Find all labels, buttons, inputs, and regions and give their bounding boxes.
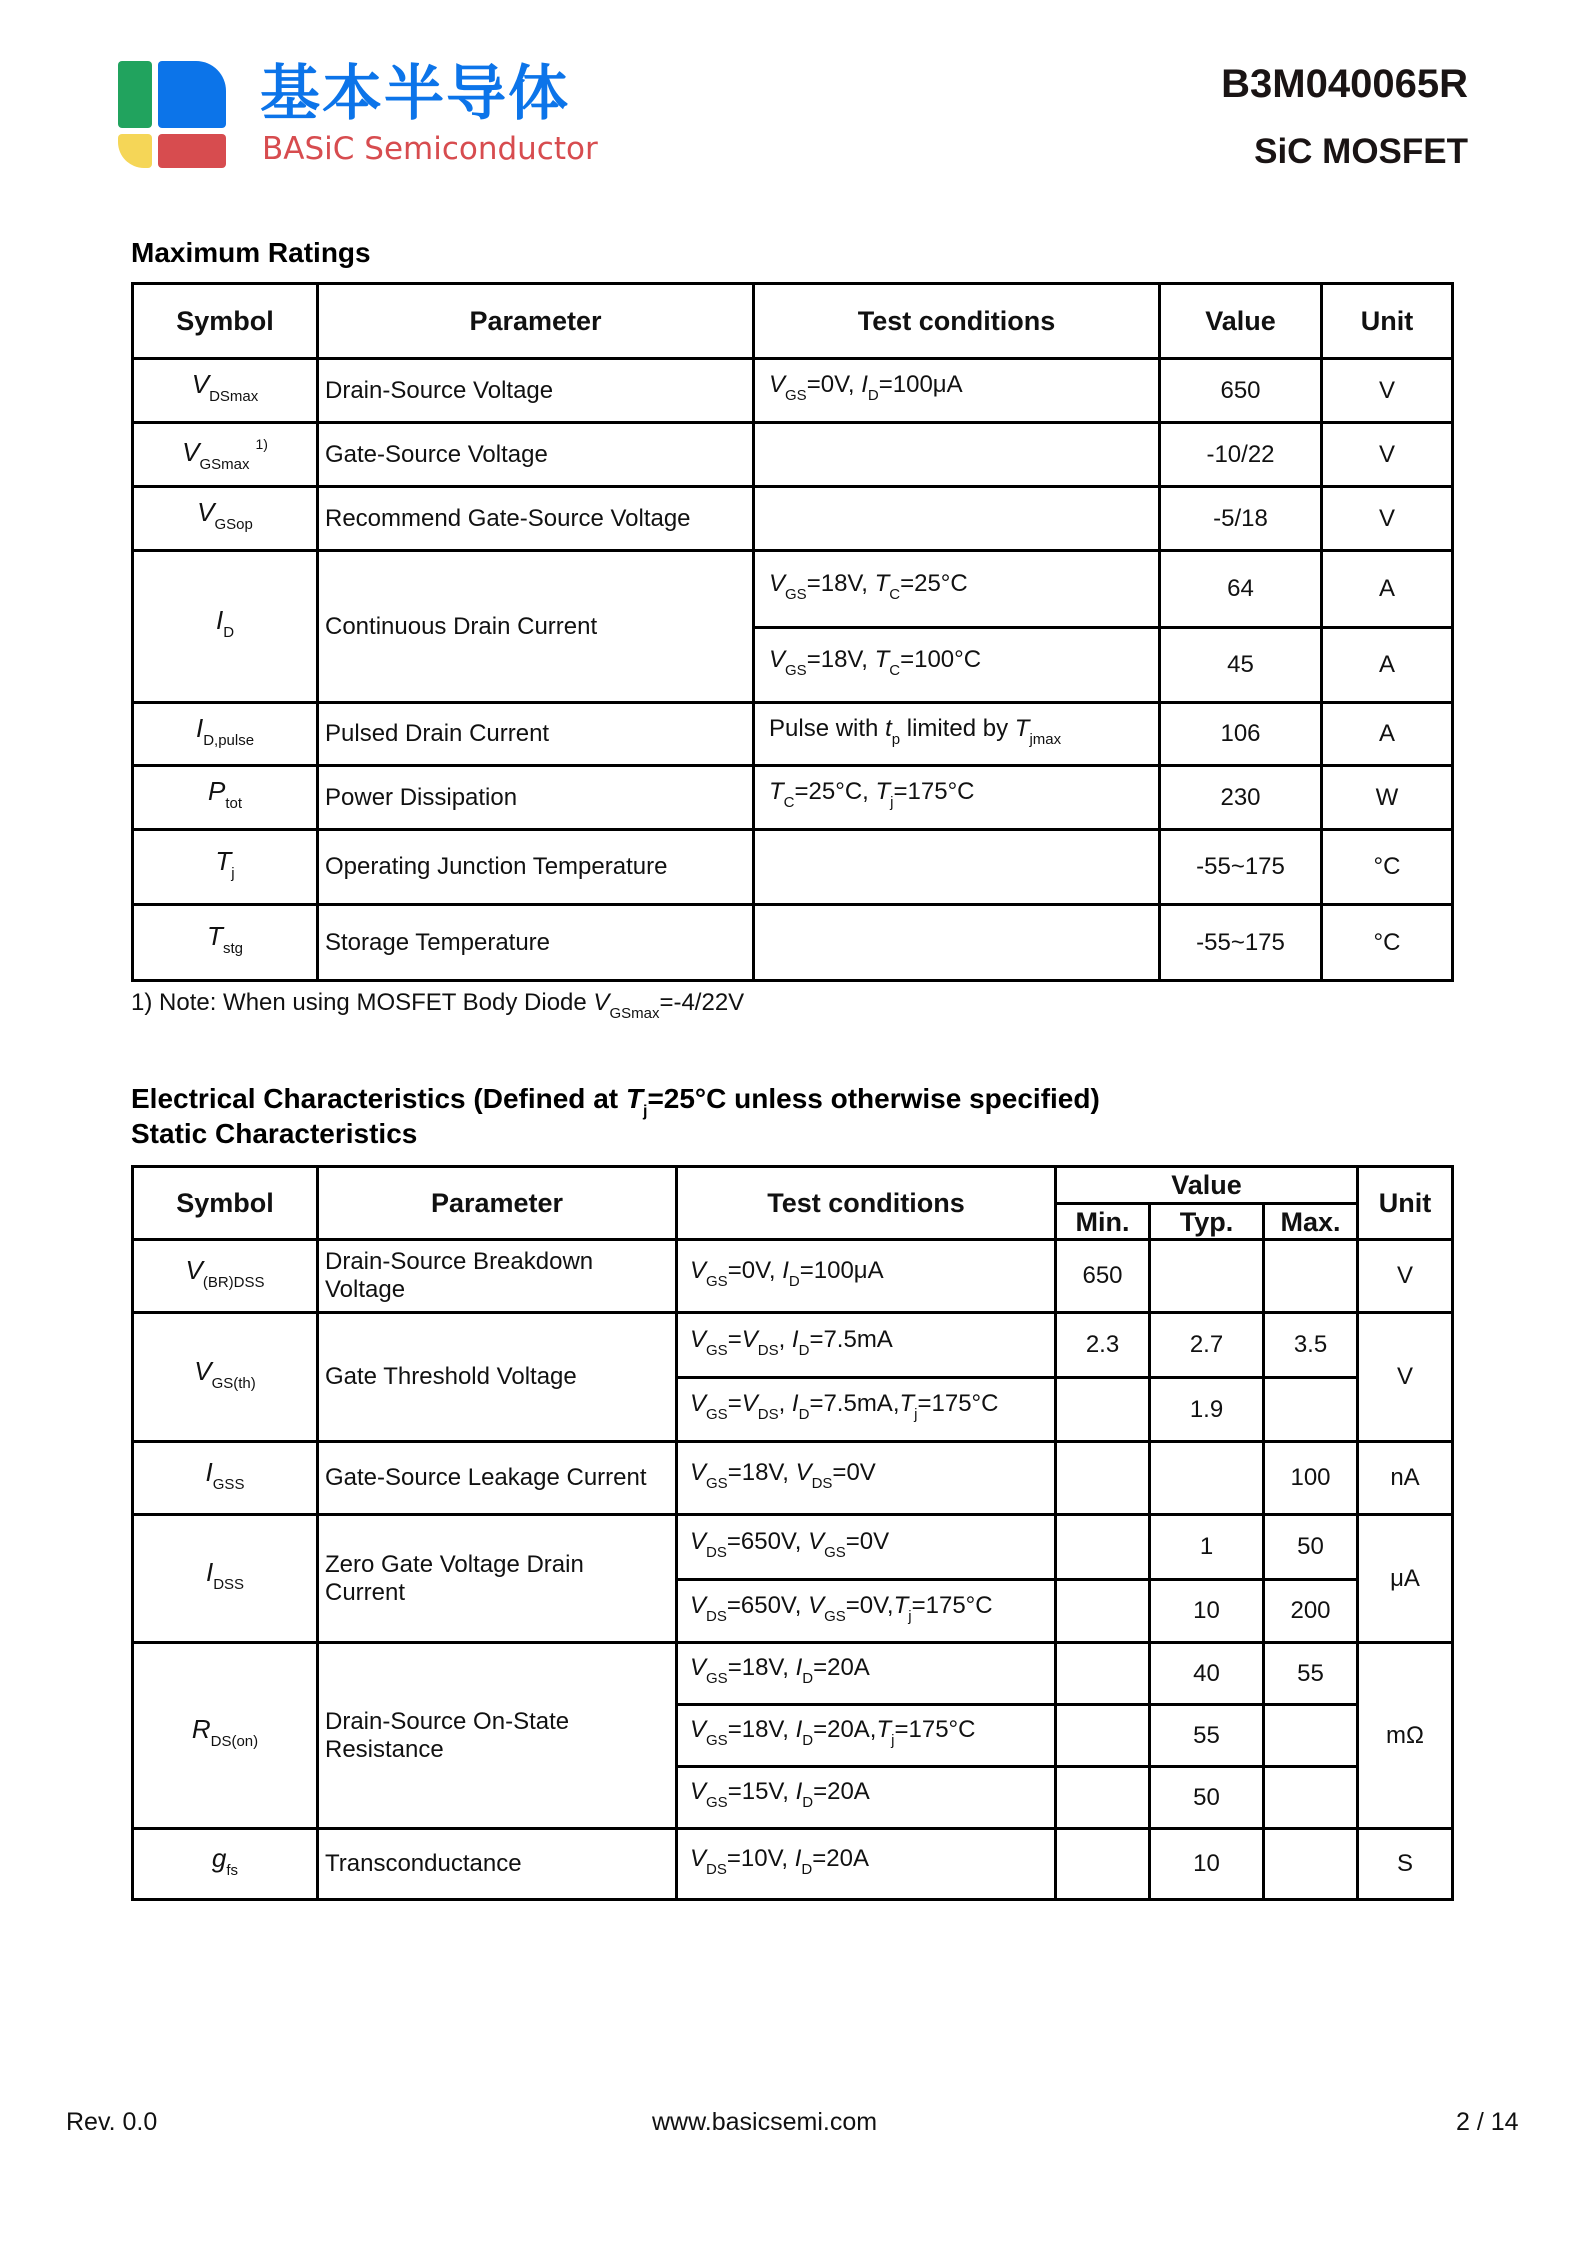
test-condition-cell: $V_{GS}=V_{DS}$, $I_D=7.5mA$ bbox=[677, 1313, 1056, 1378]
test-condition-cell bbox=[754, 830, 1160, 905]
typ-cell: 50 bbox=[1150, 1767, 1264, 1829]
max-cell: 55 bbox=[1264, 1643, 1358, 1705]
symbol-cell: $V_{GSop}$ bbox=[133, 487, 318, 551]
symbol-cell: $I_{D,pulse}$ bbox=[133, 703, 318, 766]
table-row bbox=[133, 905, 1453, 981]
test-condition-cell: $V_{GS}=15V$, $I_D=20A$ bbox=[677, 1767, 1056, 1829]
parameter-cell: Gate Threshold Voltage bbox=[318, 1313, 677, 1442]
typ-cell: 55 bbox=[1150, 1705, 1264, 1767]
symbol-cell: $P_{tot}$ bbox=[133, 766, 318, 830]
parameter-cell: Transconductance bbox=[318, 1829, 677, 1900]
logo-blue-block bbox=[158, 61, 226, 128]
value-cell: -55~175 bbox=[1160, 830, 1322, 905]
parameter-cell: Zero Gate Voltage Drain Current bbox=[318, 1515, 677, 1643]
page-number: 2 / 14 bbox=[1456, 2108, 1519, 2136]
unit-cell: mΩ bbox=[1358, 1643, 1453, 1829]
symbol-cell: $I_{DSS}$ bbox=[133, 1515, 318, 1643]
max-cell: 50 bbox=[1264, 1515, 1358, 1580]
max-cell bbox=[1264, 1829, 1358, 1900]
min-cell bbox=[1056, 1378, 1150, 1442]
table-row bbox=[133, 1829, 1453, 1900]
parameter-cell: Pulsed Drain Current bbox=[318, 703, 754, 766]
symbol-cell: $I_{GSS}$ bbox=[133, 1442, 318, 1515]
unit-cell: V bbox=[1322, 487, 1453, 551]
table-row bbox=[133, 1240, 1453, 1313]
col-header-parameter: Parameter bbox=[318, 284, 754, 359]
table-row bbox=[133, 830, 1453, 905]
min-cell: 650 bbox=[1056, 1240, 1150, 1313]
table-row bbox=[133, 766, 1453, 830]
table-header-row bbox=[133, 284, 1453, 359]
symbol-cell: $I_D$ bbox=[133, 551, 318, 703]
min-cell bbox=[1056, 1829, 1150, 1900]
table-row bbox=[133, 1643, 1453, 1705]
test-condition-cell: $V_{DS}=650V$, $V_{GS}=0V$ bbox=[677, 1515, 1056, 1580]
logo-english-name: BASiC Semiconductor bbox=[262, 131, 598, 167]
footnote: 1) Note: When using MOSFET Body Diode $V_{GSmax}=-4/22V$ bbox=[131, 989, 745, 1022]
symbol-cell: $T_j$ bbox=[133, 830, 318, 905]
table-row bbox=[133, 551, 1453, 628]
symbol-cell: $R_{DS(on)}$ bbox=[133, 1643, 318, 1829]
test-condition-cell: $V_{GS}=V_{DS}$, $I_D=7.5mA,T_j=175^\circ C$ bbox=[677, 1378, 1056, 1442]
test-condition-cell bbox=[754, 487, 1160, 551]
parameter-cell: Power Dissipation bbox=[318, 766, 754, 830]
test-condition-cell: $T_C=25^\circ C$, $T_j=175^\circ C$ bbox=[754, 766, 1160, 830]
table-row bbox=[133, 1442, 1453, 1515]
typ-cell: 1.9 bbox=[1150, 1378, 1264, 1442]
max-cell bbox=[1264, 1378, 1358, 1442]
test-condition-cell bbox=[754, 423, 1160, 487]
unit-cell: S bbox=[1358, 1829, 1453, 1900]
symbol-cell: $g_{fs}$ bbox=[133, 1829, 318, 1900]
unit-cell: V bbox=[1322, 423, 1453, 487]
unit-cell: μA bbox=[1358, 1515, 1453, 1643]
typ-cell: 40 bbox=[1150, 1643, 1264, 1705]
value-cell: 45 bbox=[1160, 628, 1322, 703]
col-header-min: Min. bbox=[1056, 1204, 1150, 1240]
symbol-cell: $T_{stg}$ bbox=[133, 905, 318, 981]
test-condition-cell: $V_{GS}=18V$, $I_D=20A,T_j=175^\circ C$ bbox=[677, 1705, 1056, 1767]
min-cell: 2.3 bbox=[1056, 1313, 1150, 1378]
typ-cell: 1 bbox=[1150, 1515, 1264, 1580]
parameter-cell: Drain-Source Breakdown Voltage bbox=[318, 1240, 677, 1313]
unit-cell: A bbox=[1322, 628, 1453, 703]
test-condition-cell: Pulse with $t_p$ limited by $T_{jmax}$ bbox=[754, 703, 1160, 766]
symbol-cell: $V_{DSmax}$ bbox=[133, 359, 318, 423]
website-link[interactable]: www.basicsemi.com bbox=[652, 2108, 878, 2136]
max-cell: 3.5 bbox=[1264, 1313, 1358, 1378]
revision-label: Rev. 0.0 bbox=[66, 2108, 158, 2136]
table-row bbox=[133, 423, 1453, 487]
test-condition-cell: $V_{GS}=18V$, $T_C=25^\circ C$ bbox=[754, 551, 1160, 628]
typ-cell bbox=[1150, 1442, 1264, 1515]
symbol-cell: $V_{GSmax}^{1)}$ bbox=[133, 423, 318, 487]
col-header-symbol: Symbol bbox=[133, 1167, 318, 1240]
min-cell bbox=[1056, 1767, 1150, 1829]
unit-cell: A bbox=[1322, 703, 1453, 766]
test-condition-cell: $V_{GS}=0V$, $I_D=100\mu A$ bbox=[677, 1240, 1056, 1313]
col-header-test-conditions: Test conditions bbox=[677, 1167, 1056, 1240]
table-row bbox=[133, 359, 1453, 423]
typ-cell: 10 bbox=[1150, 1580, 1264, 1643]
max-cell bbox=[1264, 1767, 1358, 1829]
min-cell bbox=[1056, 1515, 1150, 1580]
parameter-cell: Operating Junction Temperature bbox=[318, 830, 754, 905]
col-header-value: Value bbox=[1160, 284, 1322, 359]
unit-cell: V bbox=[1322, 359, 1453, 423]
logo-red-block bbox=[158, 134, 226, 168]
unit-cell: nA bbox=[1358, 1442, 1453, 1515]
test-condition-cell bbox=[754, 905, 1160, 981]
max-cell bbox=[1264, 1240, 1358, 1313]
col-header-symbol: Symbol bbox=[133, 284, 318, 359]
test-condition-cell: $V_{DS}=650V$, $V_{GS}=0V,T_j=175^\circ C$ bbox=[677, 1580, 1056, 1643]
unit-cell: A bbox=[1322, 551, 1453, 628]
min-cell bbox=[1056, 1705, 1150, 1767]
col-header-parameter: Parameter bbox=[318, 1167, 677, 1240]
typ-cell: 2.7 bbox=[1150, 1313, 1264, 1378]
value-cell: -5/18 bbox=[1160, 487, 1322, 551]
value-cell: 650 bbox=[1160, 359, 1322, 423]
table-row bbox=[133, 703, 1453, 766]
min-cell bbox=[1056, 1442, 1150, 1515]
col-header-test-conditions: Test conditions bbox=[754, 284, 1160, 359]
unit-cell: W bbox=[1322, 766, 1453, 830]
col-header-value: Value bbox=[1056, 1167, 1358, 1204]
table-row bbox=[133, 1313, 1453, 1378]
electrical-characteristics-title: Electrical Characteristics (Defined at $T_j=25^\circ C$ unless otherwise specified) bbox=[131, 1083, 1100, 1120]
min-cell bbox=[1056, 1580, 1150, 1643]
min-cell bbox=[1056, 1643, 1150, 1705]
max-ratings-title: Maximum Ratings bbox=[131, 237, 371, 268]
col-header-unit: Unit bbox=[1358, 1167, 1453, 1240]
parameter-cell: Gate-Source Voltage bbox=[318, 423, 754, 487]
value-cell: 230 bbox=[1160, 766, 1322, 830]
col-header-max: Max. bbox=[1264, 1204, 1358, 1240]
unit-cell: °C bbox=[1322, 830, 1453, 905]
unit-cell: V bbox=[1358, 1240, 1453, 1313]
parameter-cell: Gate-Source Leakage Current bbox=[318, 1442, 677, 1515]
value-cell: 64 bbox=[1160, 551, 1322, 628]
max-ratings-table bbox=[131, 282, 1454, 982]
parameter-cell: Recommend Gate-Source Voltage bbox=[318, 487, 754, 551]
logo-green-block bbox=[118, 61, 152, 128]
parameter-cell: Continuous Drain Current bbox=[318, 551, 754, 703]
value-cell: 106 bbox=[1160, 703, 1322, 766]
test-condition-cell: $V_{GS}=18V$, $V_{DS}=0V$ bbox=[677, 1442, 1056, 1515]
static-characteristics-table bbox=[131, 1165, 1454, 1901]
value-cell: -10/22 bbox=[1160, 423, 1322, 487]
col-header-typ: Typ. bbox=[1150, 1204, 1264, 1240]
typ-cell: 10 bbox=[1150, 1829, 1264, 1900]
unit-cell: °C bbox=[1322, 905, 1453, 981]
test-condition-cell: $V_{DS}=10V$, $I_D=20A$ bbox=[677, 1829, 1056, 1900]
parameter-cell: Storage Temperature bbox=[318, 905, 754, 981]
max-cell: 100 bbox=[1264, 1442, 1358, 1515]
logo-yellow-block bbox=[118, 134, 152, 168]
test-condition-cell: $V_{GS}=0V$, $I_D=100\mu A$ bbox=[754, 359, 1160, 423]
table-row bbox=[133, 487, 1453, 551]
symbol-cell: $V_{GS(th)}$ bbox=[133, 1313, 318, 1442]
part-number: B3M040065R bbox=[1221, 62, 1468, 106]
test-condition-cell: $V_{GS}=18V$, $I_D=20A$ bbox=[677, 1643, 1056, 1705]
col-header-unit: Unit bbox=[1322, 284, 1453, 359]
logo-chinese-name: 基本半导体 bbox=[260, 59, 570, 129]
max-cell bbox=[1264, 1705, 1358, 1767]
test-condition-cell: $V_{GS}=18V$, $T_C=100^\circ C$ bbox=[754, 628, 1160, 703]
table-header-row bbox=[133, 1167, 1453, 1204]
value-cell: -55~175 bbox=[1160, 905, 1322, 981]
typ-cell bbox=[1150, 1240, 1264, 1313]
parameter-cell: Drain-Source Voltage bbox=[318, 359, 754, 423]
device-type: SiC MOSFET bbox=[1254, 132, 1468, 171]
max-cell: 200 bbox=[1264, 1580, 1358, 1643]
symbol-cell: $V_{(BR)DSS}$ bbox=[133, 1240, 318, 1313]
static-characteristics-subtitle: Static Characteristics bbox=[131, 1118, 418, 1149]
unit-cell: V bbox=[1358, 1313, 1453, 1442]
parameter-cell: Drain-Source On-State Resistance bbox=[318, 1643, 677, 1829]
table-row bbox=[133, 1515, 1453, 1580]
